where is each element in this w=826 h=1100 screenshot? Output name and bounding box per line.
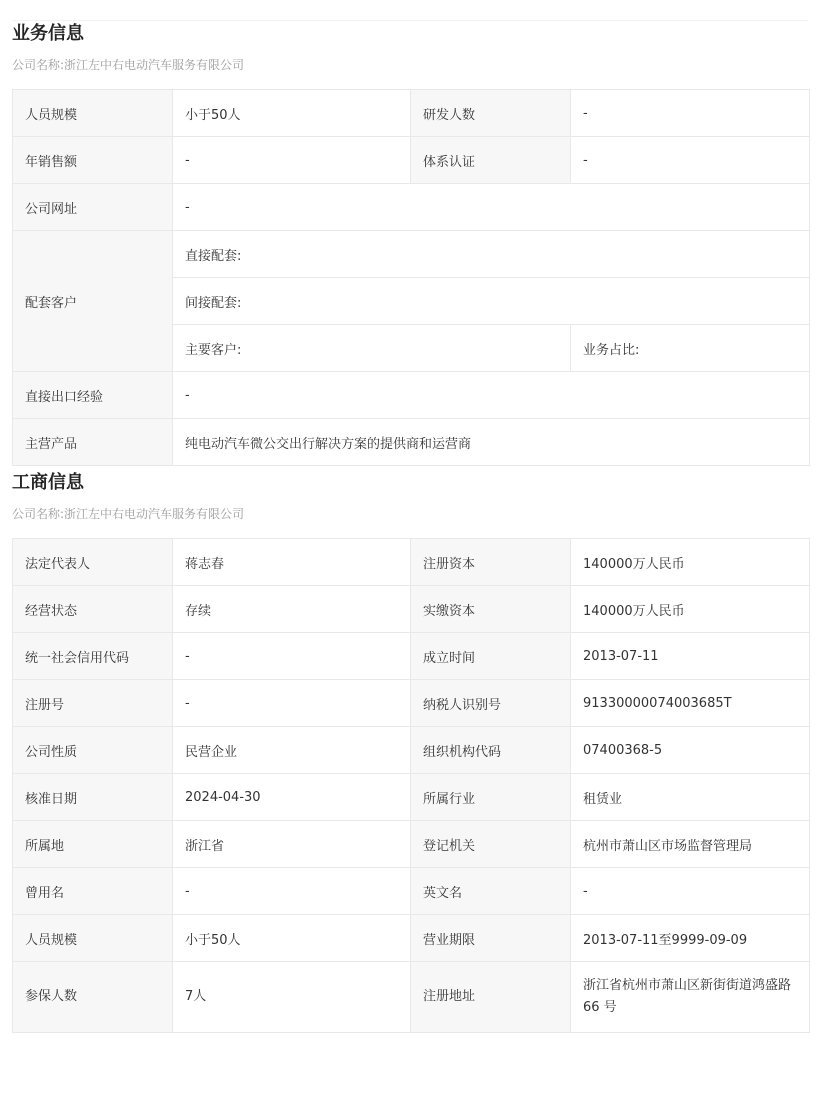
row-label: 参保人数 <box>13 962 173 1033</box>
table-row <box>13 821 810 868</box>
row-label: 实缴资本 <box>411 586 571 633</box>
table-row <box>13 137 810 184</box>
row-value: 91330000074003685T <box>571 680 810 727</box>
row-value: 租赁业 <box>571 774 810 821</box>
annual-sales-label: 年销售额 <box>13 137 173 184</box>
row-label: 组织机构代码 <box>411 727 571 774</box>
row-label: 法定代表人 <box>13 539 173 586</box>
rd-count-value: - <box>571 90 810 137</box>
row-label: 核准日期 <box>13 774 173 821</box>
direct-supply-label: 直接配套: <box>173 231 810 278</box>
registration-info-title: 工商信息 <box>12 472 84 493</box>
row-label: 所属地 <box>13 821 173 868</box>
indirect-supply-label: 间接配套: <box>173 278 810 325</box>
row-value: 2024-04-30 <box>173 774 411 821</box>
row-value: 7人 <box>173 962 411 1033</box>
row-value: 140000万人民币 <box>571 586 810 633</box>
row-label: 注册资本 <box>411 539 571 586</box>
row-value: 2013-07-11 <box>571 633 810 680</box>
row-label: 经营状态 <box>13 586 173 633</box>
registration-info-table <box>12 538 810 1033</box>
row-value: 小于50人 <box>173 915 411 962</box>
business-info-table <box>12 89 810 466</box>
top-divider <box>12 20 808 21</box>
row-value: 杭州市萧山区市场监督管理局 <box>571 821 810 868</box>
row-value: 140000万人民币 <box>571 539 810 586</box>
website-label: 公司网址 <box>13 184 173 231</box>
main-product-value: 纯电动汽车微公交出行解决方案的提供商和运营商 <box>173 419 810 466</box>
table-row <box>13 372 810 419</box>
table-row <box>13 586 810 633</box>
registration-info-section <box>12 471 809 1033</box>
certification-value: - <box>571 137 810 184</box>
business-share-label: 业务占比: <box>571 325 810 372</box>
row-label: 公司性质 <box>13 727 173 774</box>
table-row <box>13 184 810 231</box>
website-value: - <box>173 184 810 231</box>
row-label: 纳税人识别号 <box>411 680 571 727</box>
table-row <box>13 962 810 1033</box>
row-value: 浙江省 <box>173 821 411 868</box>
business-info-title: 业务信息 <box>12 23 84 44</box>
registered-address-value: 浙江省杭州市萧山区新街街道鸿盛路66 号 <box>571 962 810 1033</box>
table-row <box>13 915 810 962</box>
row-value: - <box>173 633 411 680</box>
staff-size-value: 小于50人 <box>173 90 411 137</box>
rd-count-label: 研发人数 <box>411 90 571 137</box>
registration-company-name: 公司名称:浙江左中右电动汽车服务有限公司 <box>12 507 245 521</box>
row-label: 成立时间 <box>411 633 571 680</box>
main-customer-label: 主要客户: <box>173 325 571 372</box>
row-value: - <box>173 680 411 727</box>
row-value: - <box>173 868 411 915</box>
table-row <box>13 727 810 774</box>
row-value: 2013-07-11至9999-09-09 <box>571 915 810 962</box>
row-label: 营业期限 <box>411 915 571 962</box>
table-row <box>13 231 810 278</box>
staff-size-label: 人员规模 <box>13 90 173 137</box>
row-value: 民营企业 <box>173 727 411 774</box>
customers-label: 配套客户 <box>13 231 173 372</box>
table-row <box>13 539 810 586</box>
table-row <box>13 774 810 821</box>
business-info-section <box>12 22 809 466</box>
row-value: 蒋志春 <box>173 539 411 586</box>
table-row <box>13 680 810 727</box>
main-product-label: 主营产品 <box>13 419 173 466</box>
row-label: 注册地址 <box>411 962 571 1033</box>
row-value: 存续 <box>173 586 411 633</box>
row-label: 曾用名 <box>13 868 173 915</box>
annual-sales-value: - <box>173 137 411 184</box>
row-label: 统一社会信用代码 <box>13 633 173 680</box>
row-label: 英文名 <box>411 868 571 915</box>
row-value: 07400368-5 <box>571 727 810 774</box>
row-label: 登记机关 <box>411 821 571 868</box>
row-label: 所属行业 <box>411 774 571 821</box>
business-company-name: 公司名称:浙江左中右电动汽车服务有限公司 <box>12 58 245 72</box>
table-row <box>13 633 810 680</box>
certification-label: 体系认证 <box>411 137 571 184</box>
row-label: 人员规模 <box>13 915 173 962</box>
row-label: 注册号 <box>13 680 173 727</box>
row-value: - <box>571 868 810 915</box>
export-experience-label: 直接出口经验 <box>13 372 173 419</box>
export-experience-value: - <box>173 372 810 419</box>
table-row <box>13 90 810 137</box>
table-row <box>13 419 810 466</box>
table-row <box>13 868 810 915</box>
